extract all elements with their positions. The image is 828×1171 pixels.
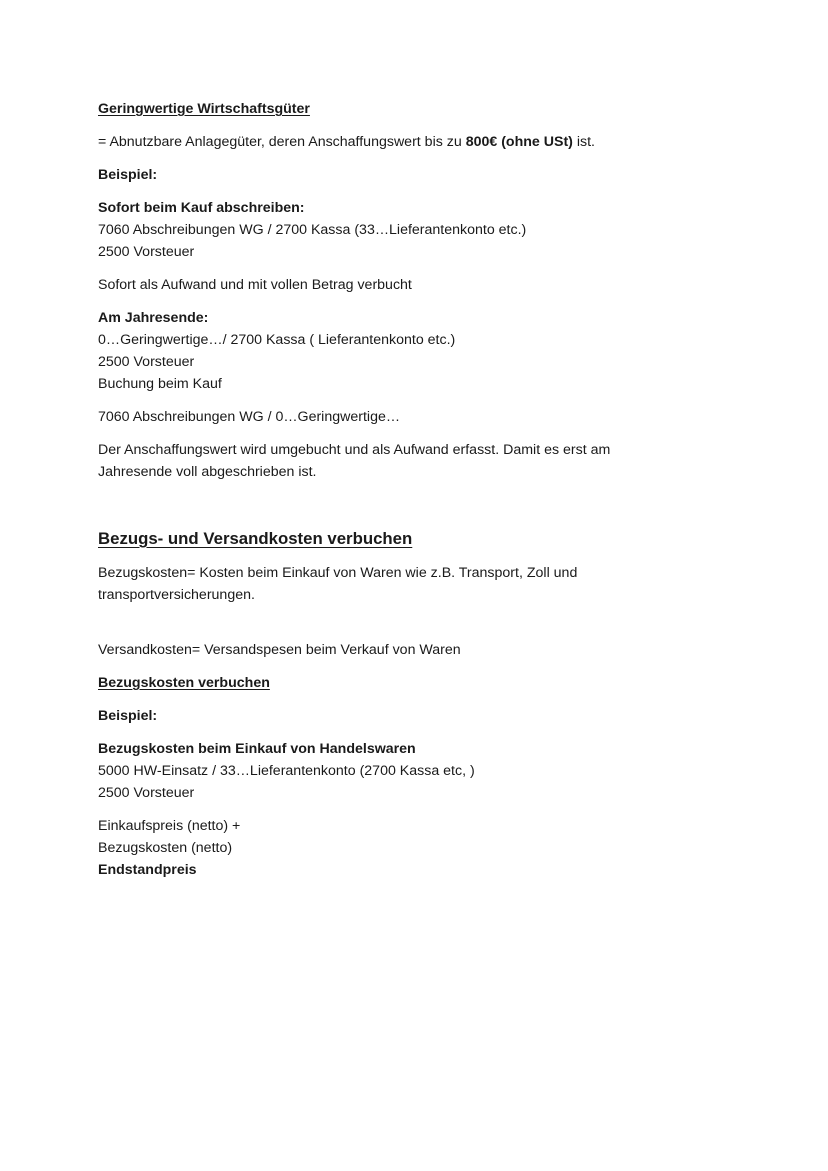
example-heading: Bezugskosten beim Einkauf von Handelswaren [98,741,416,757]
jahresende-note-line-1: Der Anschaffungswert wird umgebucht und als Aufwand erfasst. Damit es erst am [98,442,611,458]
jahresende-booking-line-1: 0…Geringwertige…/ 2700 Kassa ( Lieferantenkonto etc.) [98,332,456,348]
section-heading-bezugskosten: Bezugs- und Versandkosten verbuchen [98,529,413,548]
sofort-booking-line-2: 2500 Vorsteuer [98,244,195,260]
section-heading-gwg: Geringwertige Wirtschaftsgüter [98,101,310,117]
example-booking-line-2: 2500 Vorsteuer [98,785,195,801]
gwg-definition-prefix: = Abnutzbare Anlagegüter, deren Anschaffungswert bis zu [98,134,466,150]
sofort-heading: Sofort beim Kauf abschreiben: [98,200,305,216]
calc-line-1: Einkaufspreis (netto) + [98,818,241,834]
jahresende-booking: 7060 Abschreibungen WG / 0…Geringwertige… [98,409,401,425]
calc-line-2: Bezugskosten (netto) [98,840,233,856]
beispiel-label-2: Beispiel: [98,708,158,724]
versandkosten-definition: Versandkosten= Versandspesen beim Verkauf von Waren [98,642,461,658]
jahresende-booking-line-3: Buchung beim Kauf [98,376,222,392]
bezugskosten-definition-line-2: transportversicherungen. [98,587,255,603]
sofort-booking-line-1: 7060 Abschreibungen WG / 2700 Kassa (33…Lieferantenkonto etc.) [98,222,527,238]
sofort-note: Sofort als Aufwand und mit vollen Betrag verbucht [98,277,412,293]
gwg-definition-suffix: ist. [572,134,595,150]
example-booking-line-1: 5000 HW-Einsatz / 33…Lieferantenkonto (2700 Kassa etc, ) [98,763,475,779]
jahresende-note-line-2: Jahresende voll abgeschrieben ist. [98,464,317,480]
gwg-definition [98,131,738,153]
calc-result: Endstandpreis [98,862,197,878]
jahresende-heading: Am Jahresende: [98,310,209,326]
beispiel-label-1: Beispiel: [98,167,158,183]
gwg-definition-limit: 800€ (ohne USt) [465,134,573,150]
jahresende-booking-line-2: 2500 Vorsteuer [98,354,195,370]
document-page [98,98,738,881]
bezugskosten-subheading: Bezugskosten verbuchen [98,675,270,691]
bezugskosten-definition-line-1: Bezugskosten= Kosten beim Einkauf von Waren wie z.B. Transport, Zoll und [98,565,578,581]
